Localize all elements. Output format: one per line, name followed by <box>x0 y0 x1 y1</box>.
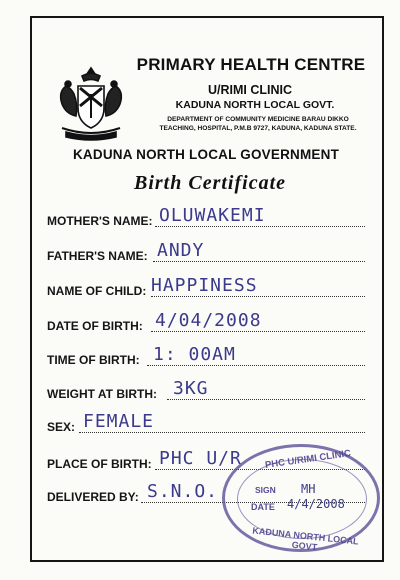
field-label: SEX: <box>47 420 76 434</box>
field-line <box>151 296 365 297</box>
field-value: S.N.O. <box>147 481 219 502</box>
field-date-of-birth <box>47 310 377 335</box>
field-line <box>167 399 365 400</box>
field-value: 3KG <box>173 378 209 399</box>
local-govt-line: KADUNA NORTH LOCAL GOVT. <box>175 99 335 111</box>
local-government-heading: KADUNA NORTH LOCAL GOVERNMENT <box>72 147 340 162</box>
field-label: TIME OF BIRTH: <box>47 353 140 367</box>
field-fathers-name <box>47 240 377 265</box>
department-line-2: TEACHING, HOSPITAL, P.M.B 9727, KADUNA, KADUNA STATE. <box>159 125 357 132</box>
stamp-date-label: DATE <box>251 502 275 512</box>
field-label: NAME OF CHILD: <box>47 284 147 298</box>
official-stamp <box>222 444 380 552</box>
field-name-of-child <box>47 275 377 300</box>
field-value: OLUWAKEMI <box>159 205 266 226</box>
field-value: ANDY <box>157 240 205 261</box>
field-time-of-birth <box>47 344 377 369</box>
field-value: PHC U/R <box>159 448 242 469</box>
field-value: FEMALE <box>83 411 155 432</box>
field-label: MOTHER'S NAME: <box>47 214 153 228</box>
field-line <box>79 432 365 433</box>
clinic-name: U/RIMI CLINIC <box>207 83 293 97</box>
field-label: FATHER'S NAME: <box>47 249 148 263</box>
field-value: 1: 00AM <box>153 344 236 365</box>
field-label: DELIVERED BY: <box>47 490 139 504</box>
department-address <box>134 115 382 133</box>
field-sex <box>47 411 377 436</box>
field-value: HAPPINESS <box>151 275 258 296</box>
field-label: WEIGHT AT BIRTH: <box>47 387 157 401</box>
stamp-date-value: 4/4/2008 <box>287 497 345 511</box>
field-line <box>155 226 365 227</box>
field-line <box>151 331 365 332</box>
stamp-bottom-text: KADUNA NORTH LOCAL GOVT <box>251 525 360 553</box>
certificate-title: Birth Certificate <box>134 172 286 194</box>
department-line-1: DEPARTMENT OF COMMUNITY MEDICINE BARAU DIKKO <box>167 116 349 123</box>
field-label: PLACE OF BIRTH: <box>47 457 152 471</box>
stamp-signature: MH <box>301 482 316 496</box>
field-weight-at-birth <box>47 378 377 403</box>
stamp-sign-label: SIGN <box>255 485 276 495</box>
centre-title: PRIMARY HEALTH CENTRE <box>136 55 366 74</box>
field-mothers-name <box>47 205 377 230</box>
field-line <box>147 365 365 366</box>
field-line <box>153 261 365 262</box>
field-value: 4/04/2008 <box>155 310 262 331</box>
field-label: DATE OF BIRTH: <box>47 319 143 333</box>
stamp-top-text: PHC U/RIMI CLINIC <box>264 448 352 471</box>
coat-of-arms-icon <box>52 62 130 142</box>
